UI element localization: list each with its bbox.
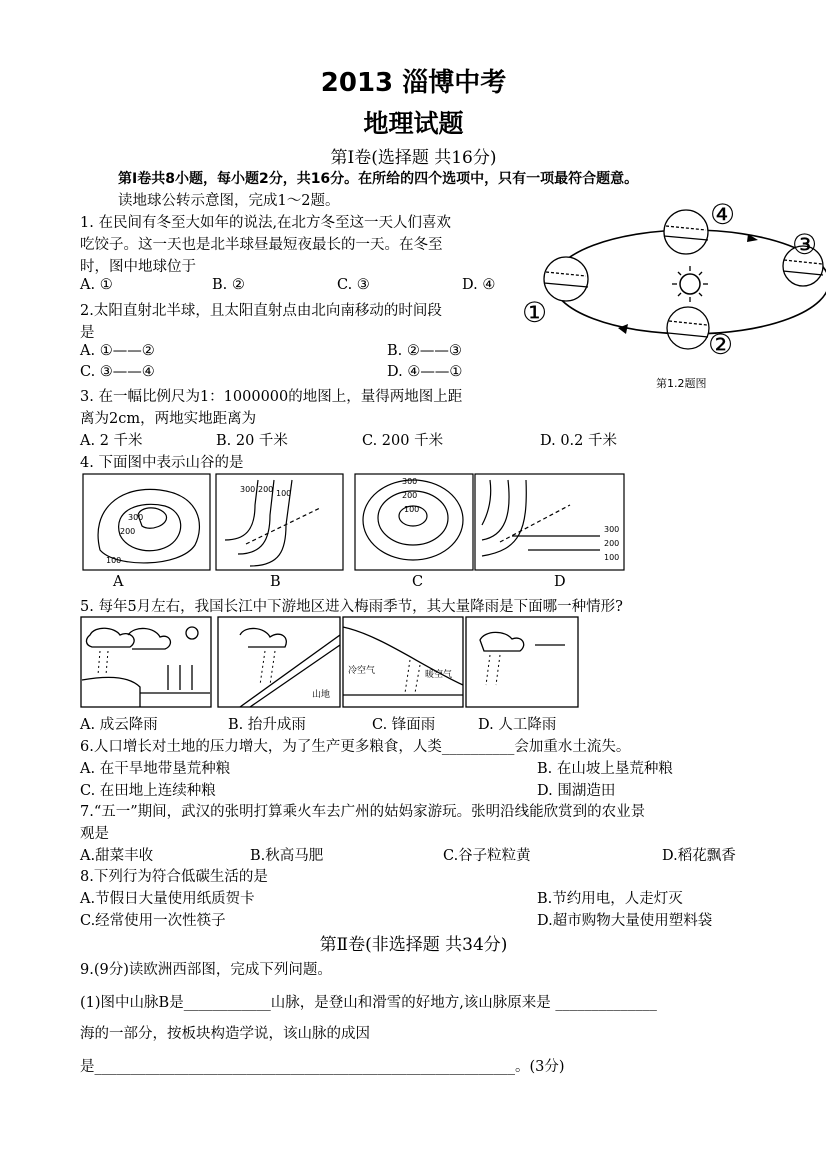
q7-line1: 7.“五一”期间，武汉的张明打算乘火车去广州的姑妈家游玩。张明沿线能欣赏到的农业景: [80, 804, 646, 820]
contour-b-label-200: 200: [258, 485, 274, 494]
q4-option-b[interactable]: B: [270, 574, 281, 590]
q9-1-line2: 海的一部分，按板块构造学说，该山脉的成因: [80, 1026, 370, 1042]
q1-option-c[interactable]: C. ③: [337, 277, 370, 293]
contour-c-label-200: 200: [402, 491, 418, 500]
q8-option-a[interactable]: A.节假日大量使用纸质贺卡: [80, 891, 255, 907]
contour-d-label-200: 200: [604, 539, 620, 548]
q7-line2: 观是: [80, 826, 109, 842]
q6-option-a[interactable]: A. 在干旱地带垦荒种粮: [80, 761, 231, 777]
contour-d-label-100: 100: [604, 553, 620, 562]
q3-option-d[interactable]: D. 0.2 千米: [540, 433, 617, 449]
q6-line1: 6.人口增长对土地的压力增大，为了生产更多粮食，人类__________会加重水土流失。: [80, 739, 631, 755]
q8-line1: 8.下列行为符合低碳生活的是: [80, 869, 268, 885]
contour-b-label-300: 300: [240, 485, 256, 494]
q8-option-d[interactable]: D.超市购物大量使用塑料袋: [537, 913, 713, 929]
q2-line2: 是: [80, 325, 95, 341]
q1-option-b[interactable]: B. ②: [212, 277, 245, 293]
q2-option-b[interactable]: B. ②——③: [387, 343, 462, 359]
q4-option-a[interactable]: A: [113, 574, 124, 590]
contour-c-label-300: 300: [402, 477, 418, 486]
q6-option-c[interactable]: C. 在田地上连续种粮: [80, 783, 216, 799]
q1-option-d[interactable]: D. ④: [462, 277, 496, 293]
q8-option-c[interactable]: C.经常使用一次性筷子: [80, 913, 226, 929]
q6-option-b[interactable]: B. 在山坡上垦荒种粮: [537, 761, 673, 777]
contour-a-label-300: 300: [128, 513, 144, 522]
orbit-label-2: ②: [708, 328, 734, 361]
q5-option-a[interactable]: A. 成云降雨: [80, 717, 158, 733]
q3-line1: 3. 在一幅比例尺为1：1000000的地图上，量得两地图上距: [80, 389, 463, 405]
q5-option-b[interactable]: B. 抬升成雨: [228, 717, 306, 733]
q9-1-line3[interactable]: 是__________________________________________________________。(3分): [80, 1059, 565, 1075]
q1-line1: 1. 在民间有冬至大如年的说法,在北方冬至这一天人们喜欢: [80, 215, 452, 231]
cold-air-label: 冷空气: [348, 666, 376, 676]
q6-option-d[interactable]: D. 围湖造田: [537, 783, 616, 799]
contour-figures: [80, 470, 630, 574]
orbit-caption: 第1.2题图: [656, 377, 707, 390]
section1-heading: 第Ⅰ卷(选择题 共16分): [330, 148, 497, 168]
warm-air-label: 暖空气: [425, 670, 453, 680]
section1-intro: 第Ⅰ卷共8小题，每小题2分，共16分。在所给的四个选项中，只有一项最符合题意。: [118, 171, 639, 187]
q2-line1: 2.太阳直射北半球，且太阳直射点由北向南移动的时间段: [80, 303, 442, 319]
sun-icon: [672, 266, 708, 302]
q7-option-b[interactable]: B.秋高马肥: [250, 848, 324, 864]
q5-option-d[interactable]: D. 人工降雨: [478, 717, 557, 733]
q3-option-b[interactable]: B. 20 千米: [216, 433, 288, 449]
section1-reading: 读地球公转示意图，完成1～2题。: [118, 193, 340, 209]
contour-c-label-100: 100: [404, 505, 420, 514]
page-title: 2013 淄博中考: [320, 68, 507, 98]
q2-option-a[interactable]: A. ①——②: [80, 343, 155, 359]
q8-option-b[interactable]: B.节约用电，人走灯灭: [537, 891, 683, 907]
contour-a-label-200: 200: [120, 527, 136, 536]
q7-option-d[interactable]: D.稻花飘香: [662, 848, 736, 864]
q9-1-line1[interactable]: (1)图中山脉B是____________山脉，是登山和滑雪的好地方,该山脉原来是 ______________: [80, 995, 657, 1011]
q5-option-c[interactable]: C. 锋面雨: [372, 717, 436, 733]
page-subtitle: 地理试题: [363, 109, 464, 138]
q1-line2: 吃饺子。这一天也是北半球昼最短夜最长的一天。在冬至: [80, 237, 443, 253]
q1-line3: 时，图中地球位于: [80, 259, 196, 275]
weather-figures: [80, 615, 580, 711]
mountain-label: 山地: [312, 690, 331, 700]
q4-option-c[interactable]: C: [412, 574, 424, 590]
q2-option-c[interactable]: C. ③——④: [80, 364, 155, 380]
q7-option-a[interactable]: A.甜菜丰收: [80, 848, 154, 864]
q1-option-a[interactable]: A. ①: [80, 277, 113, 293]
contour-d-label-300: 300: [604, 525, 620, 534]
contour-a-label-100: 100: [106, 556, 122, 565]
q4-line1: 4. 下面图中表示山谷的是: [80, 455, 244, 471]
earth-orbit-figure: [518, 196, 826, 396]
q7-option-c[interactable]: C.谷子粒粒黄: [443, 848, 531, 864]
q3-line2: 离为2cm，两地实地距离为: [80, 411, 257, 427]
orbit-label-4: ④: [710, 198, 736, 231]
orbit-label-3: ③: [792, 228, 818, 261]
q5-line1: 5. 每年5月左右，我国长江中下游地区进入梅雨季节，其大量降雨是下面哪一种情形?: [80, 599, 623, 615]
q3-option-c[interactable]: C. 200 千米: [362, 433, 444, 449]
q3-option-a[interactable]: A. 2 千米: [80, 433, 143, 449]
orbit-label-1: ①: [522, 296, 548, 329]
q4-option-d[interactable]: D: [554, 574, 566, 590]
contour-b-label-100: 100: [276, 489, 292, 498]
q9-stem: 9.(9分)读欧洲西部图，完成下列问题。: [80, 962, 332, 978]
q2-option-d[interactable]: D. ④——①: [387, 364, 463, 380]
section2-heading: 第Ⅱ卷(非选择题 共34分): [319, 935, 508, 955]
